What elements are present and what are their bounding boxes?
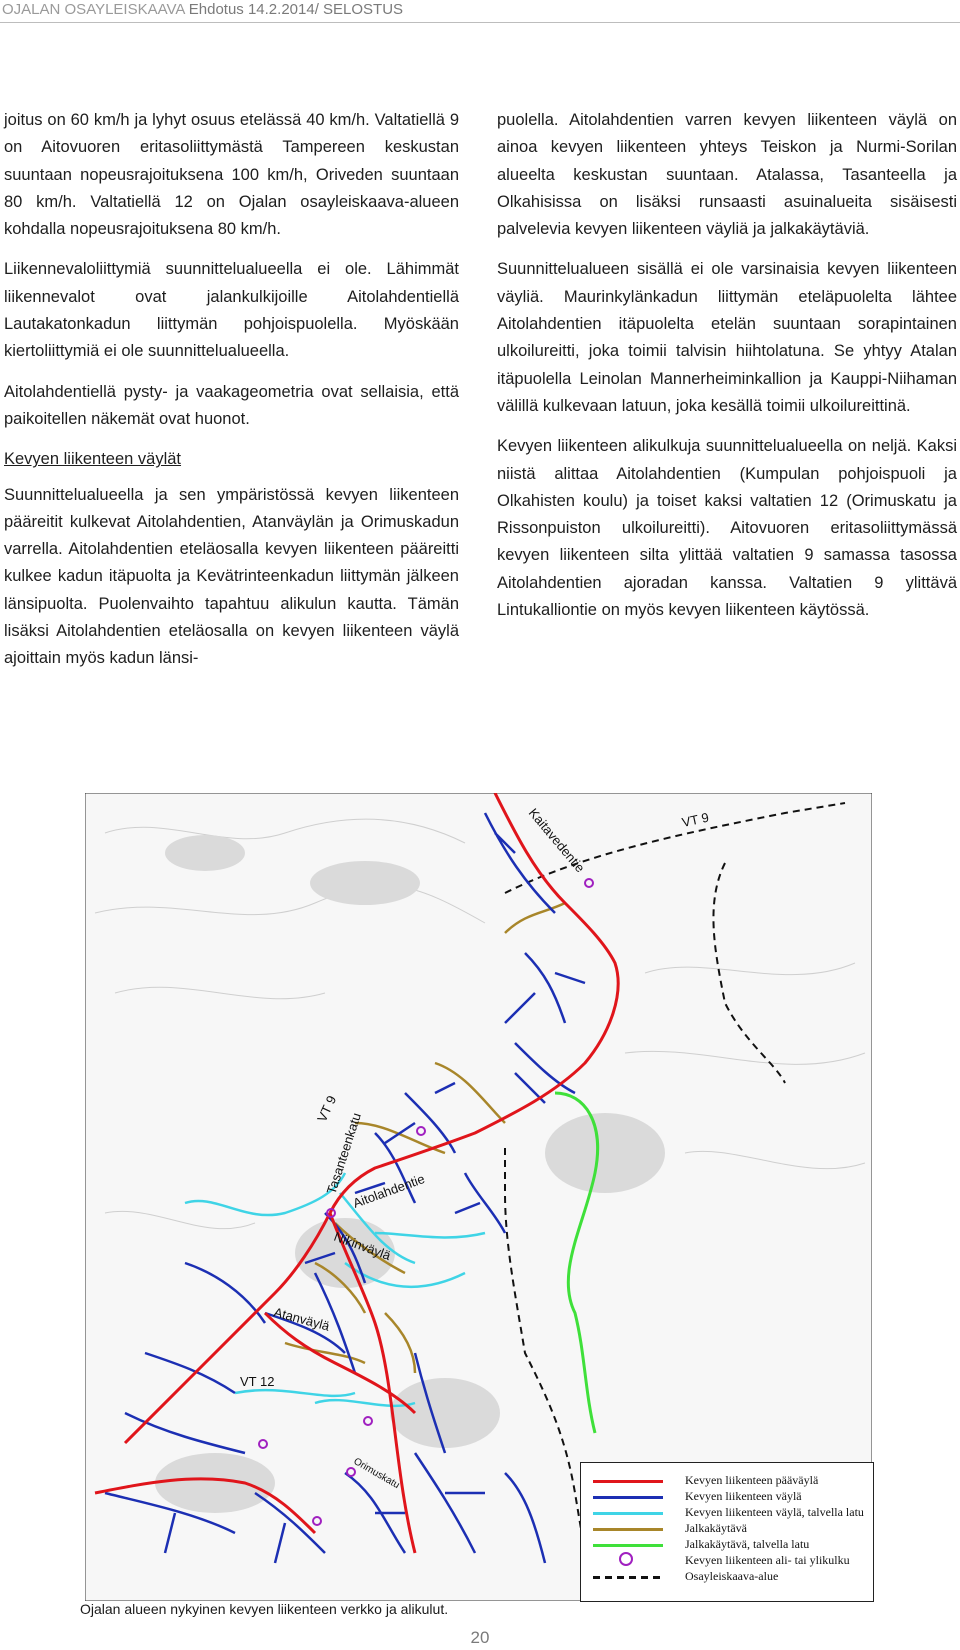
legend-item (581, 1504, 873, 1520)
figure-caption: Ojalan alueen nykyinen kevyen liikenteen verkko ja alikulut. (80, 1601, 449, 1617)
map-label-atanvayla: Atanväylä (272, 1304, 332, 1334)
legend-item (581, 1488, 873, 1504)
paragraph: Suunnittelualueella ja sen ympäristössä kevyen liikenteen pääreitit kulkevat Aitolahdentien, Atanväylän ja Orimuskadun varrella. Aitolahdentien eteläosalla kevyen liikenteen pääreitti kulkee kadun itäpuolta ja Kevätrinteenkadun liittymän jälkeen länsipuolta. Puolenvaihto tapahtuu alikulun kautta. Tämän lisäksi Aitolahdentien eteläosalla on kevyen liikenteen väylä ajoittain myös kadun länsi- (4, 485, 459, 668)
paragraph: Kevyen liikenteen alikulkuja suunnittelualueella on neljä. Kaksi niistä alittaa Aitolahdentien (Kumpulan pohjoispuoli ja Olkahisten koulu) ja toiset kaksi valtatien 12 (Orimuskatu ja Rissonpuiston ulkoilureitti). Aitovuoren eritasoliittymässä kevyen liikenteen silta ylittää valtatien 9 samassa tasossa Aitolahdentien ajoradan kanssa. Valtatien 9 ylittävä Lintukalliontie on myös kevyen liikenteen käytössä. (497, 437, 957, 620)
map-label-nikinvayla: Nikinväylä (331, 1228, 393, 1264)
left-text-column (4, 107, 459, 686)
paragraph: Liikennevaloliittymiä suunnittelualueella ei ole. Lähimmät liikennevalot ovat jalankulkijoille Aitolahdentiellä Lautakatonkadun liittymän pohjoispuolella. Myöskään kiertoliittymiä ei ole suunnittelualueella. (4, 260, 459, 361)
map-label-tasanteenkatu: Tasanteenkatu (323, 1110, 364, 1196)
legend-swatch-cyan (593, 1512, 663, 1515)
page-number: 20 (470, 1628, 490, 1647)
legend-item (581, 1568, 873, 1584)
map-label-aitolahdentie: Aitolahdentie (350, 1171, 427, 1211)
page-header (0, 0, 960, 22)
legend-label: Kevyen liikenteen pääväylä (685, 1473, 819, 1487)
legend-label: Kevyen liikenteen väylä (685, 1489, 802, 1503)
legend-item (581, 1472, 873, 1488)
map-label-orimuskatu: Orimuskatu (351, 1456, 402, 1492)
legend-swatch-brown (593, 1528, 663, 1531)
legend-label: Jalkakäytävä (685, 1521, 747, 1535)
legend-label: Jalkakäytävä, talvella latu (685, 1537, 810, 1551)
legend-swatch-blue (593, 1496, 663, 1499)
legend-swatch-dashed (593, 1576, 663, 1579)
underpass-circle-icon (619, 1552, 633, 1566)
right-text-column (497, 107, 957, 637)
paragraph: joitus on 60 km/h ja lyhyt osuus etelässä 40 km/h. Valtatiellä 9 on Aitovuoren eritasoliittymästä Tampereen keskustan suuntaan nopeusrajoituksena 100 km/h, Oriveden suuntaan 80 km/h. Valtatiellä 12 on Ojalan osayleiskaava-alueen kohdalla nopeusrajoituksena 80 km/h. (4, 111, 459, 239)
map-label-vt9-west: VT 9 (314, 1093, 340, 1125)
document-title: OJALAN OSAYLEISKAAVA (2, 1, 185, 18)
legend-label: Kevyen liikenteen ali- tai ylikulku (685, 1553, 850, 1567)
legend-item (581, 1520, 873, 1536)
paragraph: Suunnittelualueen sisällä ei ole varsinaisia kevyen liikenteen väyliä. Maurinkylänkadun liittymän eteläpuolelta lähtee Aitolahdentien itäpuolelta etelän suuntaan sorapintainen ulkoilureitti, joka toimii talvisin hiihtolatuna. Se yhtyy Atalan itäpuolella Leinolan Mannerheiminkallion ja Kauppi-Niihaman välillä kulkevaan latuun, joka kesällä toimii ulkoilureittinä. (497, 260, 957, 415)
map-legend (580, 1462, 874, 1602)
section-subheading: Kevyen liikenteen väylät (4, 450, 182, 469)
map-label-vt9-north: VT 9 (680, 809, 711, 830)
paragraph: puolella. Aitolahdentien varren kevyen liikenteen väylä on ainoa kevyen liikenteen yhteys Teiskon ja Nurmi-Sorilan alueelta keskustan suuntaan. Atalassa, Tasanteella ja Olkahisissa on lisäksi runsaasti asuinalueita sisäisesti palvelevia kevyen liikenteen väyliä ja jalkakäytäviä. (497, 111, 957, 239)
legend-item (581, 1536, 873, 1552)
map-label-kaitavedentie: Kaitavedentie (525, 805, 588, 876)
legend-swatch-green (593, 1544, 663, 1547)
map-label-vt12: VT 12 (240, 1374, 275, 1389)
document-status: Ehdotus 14.2.2014/ SELOSTUS (188, 1, 404, 18)
legend-label: Kevyen liikenteen väylä, talvella latu (685, 1505, 864, 1519)
legend-item (581, 1552, 873, 1568)
paragraph: Aitolahdentiellä pysty- ja vaakageometria ovat sellaisia, että paikoitellen näkemät ovat huonot. (4, 382, 459, 428)
legend-label: Osayleiskaava-alue (685, 1569, 779, 1583)
legend-swatch-red (593, 1480, 663, 1483)
header-divider (0, 22, 960, 23)
